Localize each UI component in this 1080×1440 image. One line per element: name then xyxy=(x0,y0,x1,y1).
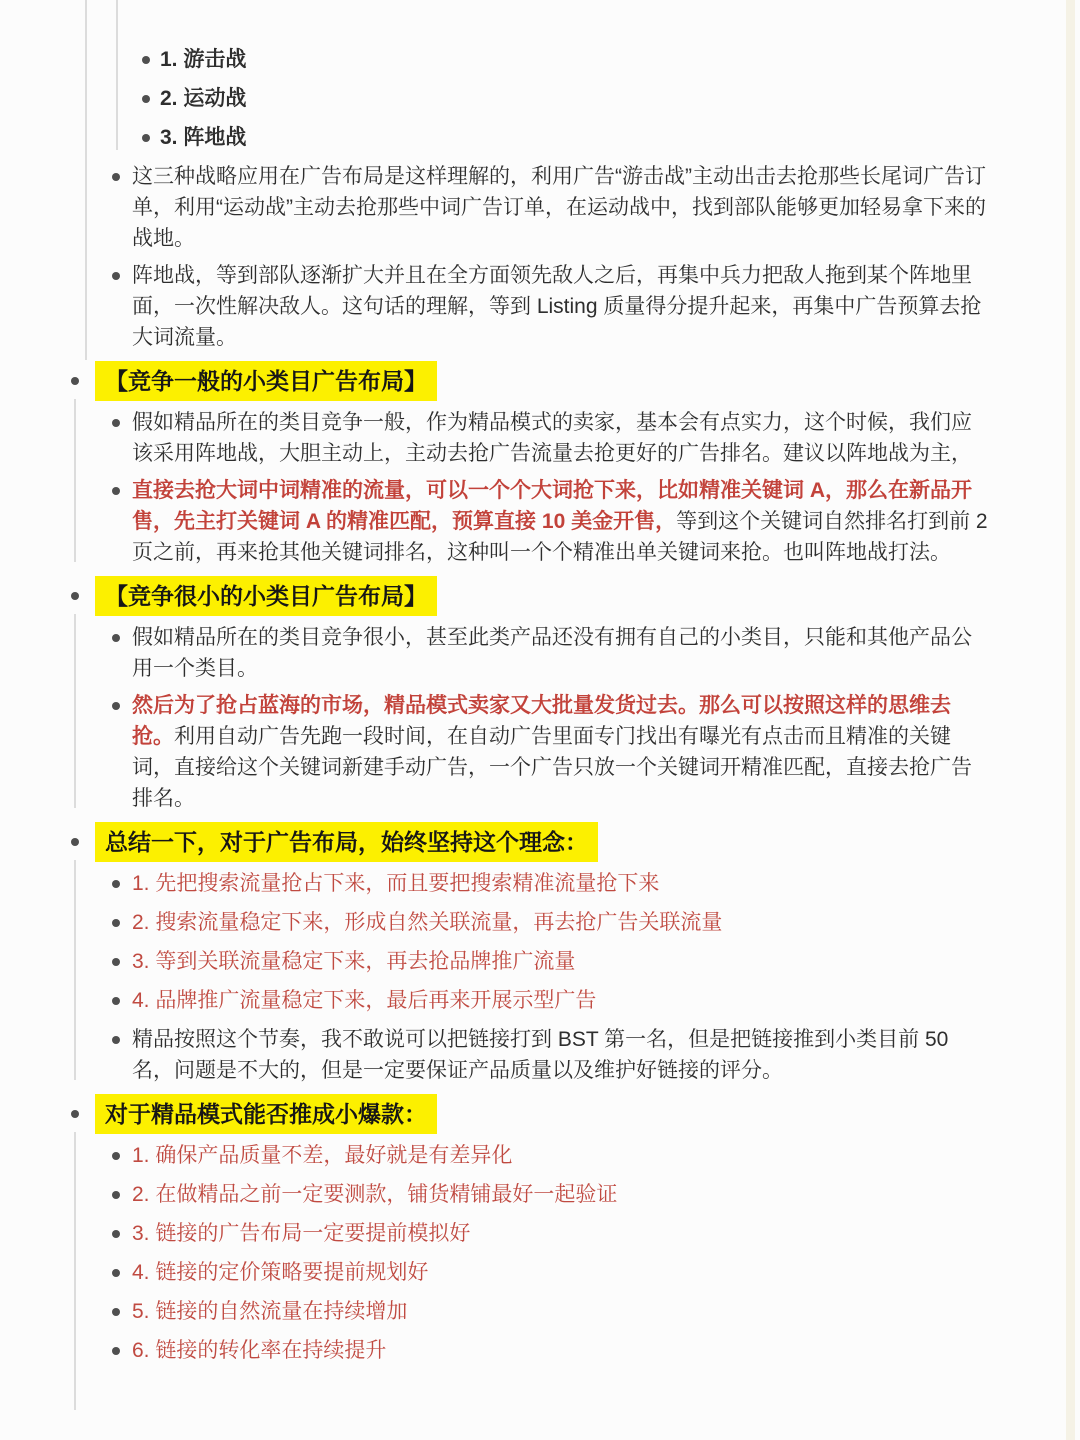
bullet-paragraph xyxy=(132,475,992,568)
numbered-red-item xyxy=(132,1140,992,1171)
bullet-paragraph xyxy=(132,622,992,684)
bullet-paragraph xyxy=(132,260,992,353)
list-item xyxy=(160,83,992,114)
outline-thread-line xyxy=(74,614,76,808)
numbered-red-item xyxy=(132,1179,992,1210)
section-low-competition xyxy=(0,576,1080,814)
item-text: 3. 等到关联流量稳定下来，再去抢品牌推广流量 xyxy=(132,950,576,973)
bullet-paragraph xyxy=(132,407,992,469)
section-general-competition xyxy=(0,361,1080,568)
section-heading-highlight: 【竞争很小的小类目广告布局】 xyxy=(95,576,437,616)
outline-thread-line xyxy=(116,0,118,150)
section-hit-product xyxy=(0,1094,1080,1420)
item-text: 4. 链接的定价策略要提前规划好 xyxy=(132,1261,429,1284)
list-item xyxy=(160,122,992,153)
numbered-red-item xyxy=(132,946,992,977)
outline-thread-line xyxy=(74,860,76,1080)
bullet-paragraph xyxy=(132,161,992,254)
numbered-red-item xyxy=(132,1257,992,1288)
section-heading-highlight: 总结一下，对于广告布局，始终坚持这个理念： xyxy=(95,822,598,862)
numbered-red-item xyxy=(132,1296,992,1327)
paragraph-text: 精品按照这个节奏，我不敢说可以把链接打到 BST 第一名，但是把链接推到小类目前 50 名，问题是不大的，但是一定要保证产品质量以及维护好链接的评分。 xyxy=(132,1028,949,1082)
item-text: 2. 在做精品之前一定要测款，铺货精铺最好一起验证 xyxy=(132,1183,618,1206)
bullet-paragraph xyxy=(132,1024,992,1086)
numbered-red-item xyxy=(132,1218,992,1249)
numbered-red-item xyxy=(132,1335,992,1366)
paragraph-text: 假如精品所在的类目竞争一般，作为精品模式的卖家，基本会有点实力，这个时候，我们应该采用阵地战，大胆主动上，主动去抢广告流量去抢更好的广告排名。建议以阵地战为主， xyxy=(132,411,972,465)
bullet-paragraph xyxy=(132,690,992,814)
item-text: 1. 确保产品质量不差，最好就是有差异化 xyxy=(132,1144,513,1167)
paragraph-text: 等到这个关键词自然排名打到前 2 页之前，再来抢其他关键词排名，这种叫一个个精准出单关键词来抢。也叫阵地战打法。 xyxy=(132,510,988,564)
section-heading-highlight: 对于精品模式能否推成小爆款： xyxy=(95,1094,437,1134)
red-emphasis-text: 直接去抢大词中词精准的流量，可以一个个大词抢下来，比如精准关键词 A，那么在新品开售，先主打关键词 A 的精准匹配，预算直接 10 美金开售， xyxy=(132,479,972,533)
item-text: 1. 先把搜索流量抢占下来，而且要把搜索精准流量抢下来 xyxy=(132,872,660,895)
numbered-red-item xyxy=(132,985,992,1016)
paragraph-text: 这三种战略应用在广告布局是这样理解的，利用广告“游击战”主动出击去抢那些长尾词广告订单，利用“运动战”主动去抢那些中词广告订单，在运动战中，找到部队能够更加轻易拿下来的战地。 xyxy=(132,165,986,250)
paragraph-text: 利用自动广告先跑一段时间，在自动广告里面专门找出有曝光有点击而且精准的关键词，直接给这个关键词新建手动广告，一个广告只放一个关键词开精准匹配，直接去抢广告排名。 xyxy=(132,725,972,810)
item-text: 2. 搜索流量稳定下来，形成自然关联流量，再去抢广告关联流量 xyxy=(132,911,723,934)
paragraph-text: 假如精品所在的类目竞争很小，甚至此类产品还没有拥有自己的小类目，只能和其他产品公用一个类目。 xyxy=(132,626,972,680)
list-item-text: 2. 运动战 xyxy=(160,87,247,110)
paragraph-text: 阵地战，等到部队逐渐扩大并且在全方面领先敌人之后，再集中兵力把敌人拖到某个阵地里面，一次性解决敌人。这句话的理解，等到 Listing 质量得分提升起来，再集中广告预算去抢大词流量。 xyxy=(132,264,982,349)
numbered-red-item xyxy=(132,868,992,899)
outline-thread-line xyxy=(74,399,76,562)
outline-thread-line xyxy=(85,0,87,360)
red-emphasis-text: 然后为了抢占蓝海的市场，精品模式卖家又大批量发货过去。那么可以按照这样的思维去抢。 xyxy=(132,694,951,748)
item-text: 4. 品牌推广流量稳定下来，最后再来开展示型广告 xyxy=(132,989,597,1012)
outline-thread-line xyxy=(74,1132,76,1410)
item-text: 6. 链接的转化率在持续提升 xyxy=(132,1339,387,1362)
item-text: 5. 链接的自然流量在持续增加 xyxy=(132,1300,408,1323)
list-item-text: 3. 阵地战 xyxy=(160,126,247,149)
section-summary-principles xyxy=(0,822,1080,1086)
list-item xyxy=(160,44,992,75)
list-item-text: 1. 游击战 xyxy=(160,48,247,71)
item-text: 3. 链接的广告布局一定要提前模拟好 xyxy=(132,1222,471,1245)
section-heading-highlight: 【竞争一般的小类目广告布局】 xyxy=(95,361,437,401)
strategy-list xyxy=(0,44,1080,153)
numbered-red-item xyxy=(132,907,992,938)
